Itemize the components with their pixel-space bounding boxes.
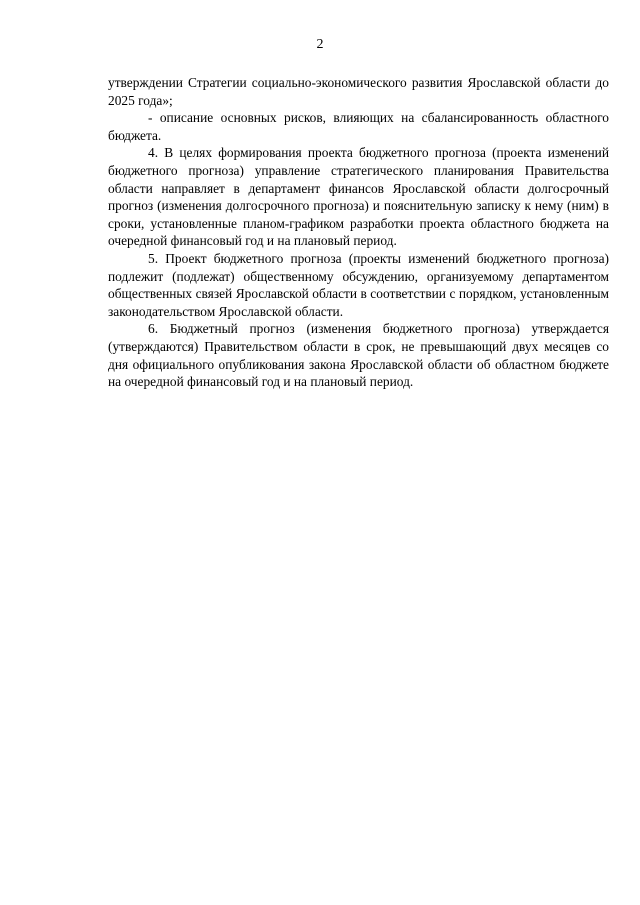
paragraph-item-6: 6. Бюджетный прогноз (изменения бюджетного прогноза) утверждается (утверждаются) Правительством области в срок, не превышающий двух месяцев со дня официального опубликования закона Ярославской области об областном бюджете на очередной финансовый год и на плановый период.	[108, 321, 609, 390]
page-number: 2	[316, 37, 324, 52]
paragraph-item-4: 4. В целях формирования проекта бюджетного прогноза (проекта изменений бюджетного прогноза) управление стратегического планирования Правительства области направляет в департамент финансов Ярославской области долгосрочный прогноз (изменения долгосрочного прогноза) и пояснительную записку к нему (ним) в сроки, установленные планом-графиком разработки проекта областного бюджета на очередной финансовый год и на плановый период.	[108, 145, 609, 249]
paragraph-risks-item: - описание основных рисков, влияющих на сбалансированность областного бюджета.	[108, 110, 609, 143]
paragraph-continuation: утверждении Стратегии социально-экономического развития Ярославской области до 2025 года»;	[108, 75, 609, 108]
paragraph-item-5: 5. Проект бюджетного прогноза (проекты изменений бюджетного прогноза) подлежит (подлежат) общественному обсуждению, организуемому департаментом общественных связей Ярославской области в соответствии с порядком, установленным законодательством Ярославской области.	[108, 250, 609, 319]
document-body	[108, 74, 609, 391]
